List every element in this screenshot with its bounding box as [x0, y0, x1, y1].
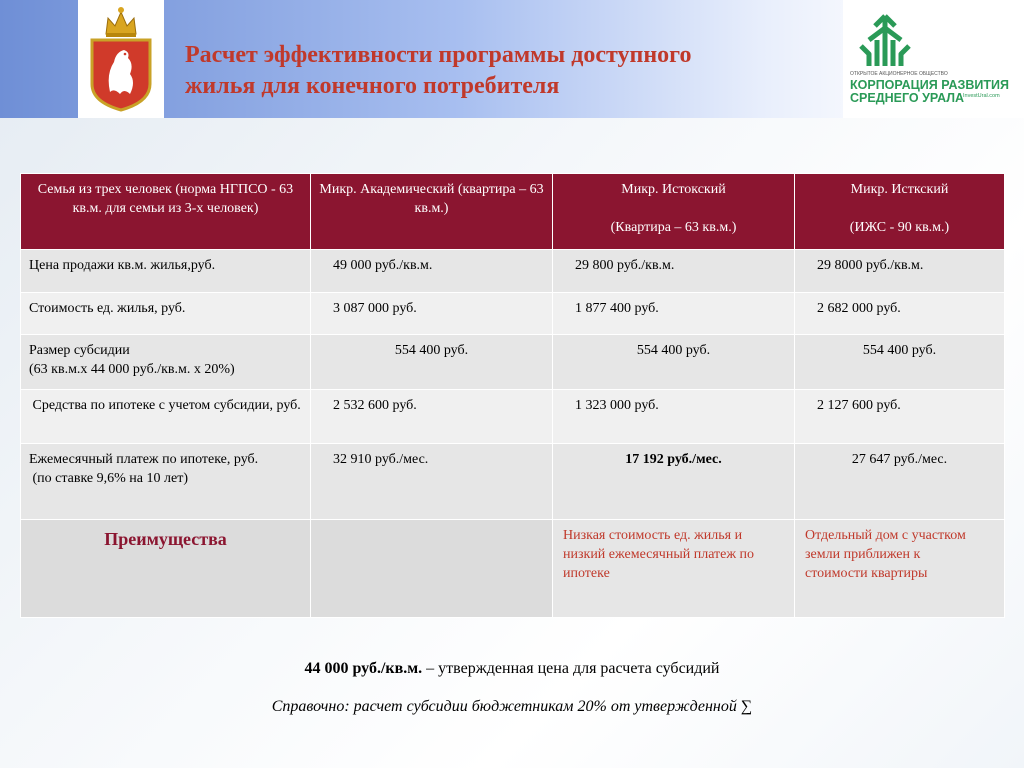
table-row	[21, 390, 1005, 444]
coat-of-arms	[78, 0, 164, 118]
table-row	[21, 250, 1005, 293]
cell-value: 554 400 руб.	[795, 335, 1005, 390]
cell-value: 2 532 600 руб.	[311, 390, 553, 444]
cell-value: 49 000 руб./кв.м.	[311, 250, 553, 293]
comparison-table	[20, 173, 1005, 618]
logo-line-2: СРЕДНЕГО УРАЛА	[850, 91, 965, 105]
title-line-2: жилья для конечного потребителя	[185, 73, 560, 99]
header-izhs-sub: (ИЖС - 90 кв.м.)	[849, 220, 950, 235]
row-label-line1: Ежемесячный платеж по ипотеке, руб.	[29, 452, 259, 467]
advantages-empty	[311, 520, 553, 618]
table-row	[21, 293, 1005, 335]
reference-note: Справочно: расчет субсидии бюджетникам 20% от утвержденной ∑	[271, 698, 753, 715]
cell-value: 2 127 600 руб.	[795, 390, 1005, 444]
advantages-label: Преимущества	[21, 520, 311, 618]
approved-price: 44 000 руб./кв.м.	[304, 660, 423, 677]
cell-value-highlight: 17 192 руб./мес.	[553, 444, 795, 520]
cell-value: 1 877 400 руб.	[553, 293, 795, 335]
table-row	[21, 335, 1005, 390]
header-istoksky-title: Микр. Истокский	[621, 182, 726, 197]
title-line-1: Расчет эффективности программы доступного	[185, 42, 692, 68]
logo-name	[850, 79, 1009, 105]
advantages-istoksky: Низкая стоимость ед. жилья и низкий ежемесячный платеж по ипотеке	[553, 520, 795, 618]
cell-value: 32 910 руб./мес.	[311, 444, 553, 520]
table-header-row	[21, 174, 1005, 250]
cell-value: 29 800 руб./кв.м.	[553, 250, 795, 293]
cell-value: 554 400 руб.	[311, 335, 553, 390]
corporation-logo-icon	[849, 10, 921, 70]
cell-value: 2 682 000 руб.	[795, 293, 1005, 335]
cell-value: 554 400 руб.	[553, 335, 795, 390]
logo-line-1: КОРПОРАЦИЯ РАЗВИТИЯ	[850, 78, 1009, 92]
header-akademichesky: Микр. Академический (квартира – 63 кв.м.)	[311, 174, 553, 250]
header-istoksky-sub: (Квартира – 63 кв.м.)	[610, 220, 737, 235]
table-row	[21, 444, 1005, 520]
header-istoksky	[553, 174, 795, 250]
approved-price-note	[0, 660, 1024, 678]
header-family: Семья из трех человек (норма НГПСО - 63 кв.м. для семьи из 3-х человек)	[21, 174, 311, 250]
cell-value: 1 323 000 руб.	[553, 390, 795, 444]
row-label-line2: (по ставке 9,6% на 10 лет)	[29, 471, 188, 486]
corporation-logo	[843, 0, 1024, 118]
approved-price-text: – утвержденная цена для расчета субсидий	[422, 660, 720, 677]
cell-value: 27 647 руб./мес.	[795, 444, 1005, 520]
advantages-izhs: Отдельный дом с участком земли приближен к стоимости квартиры	[795, 520, 1005, 618]
logo-small-text: ОТКРЫТОЕ АКЦИОНЕРНОЕ ОБЩЕСТВО	[850, 71, 948, 77]
row-label-line2: (63 кв.м.х 44 000 руб./кв.м. х 20%)	[29, 362, 235, 377]
row-label	[21, 444, 311, 520]
coat-of-arms-icon	[86, 4, 156, 112]
row-label: Стоимость ед. жилья, руб.	[21, 293, 311, 335]
cell-value: 29 8000 руб./кв.м.	[795, 250, 1005, 293]
page-title	[185, 40, 825, 102]
header-izhs	[795, 174, 1005, 250]
header-band	[0, 0, 1024, 118]
row-label	[21, 335, 311, 390]
row-label: Цена продажи кв.м. жилья,руб.	[21, 250, 311, 293]
advantages-row	[21, 520, 1005, 618]
header-izhs-title: Микр. Исткский	[850, 182, 949, 197]
row-label: Средства по ипотеке с учетом субсидии, руб.	[21, 390, 311, 444]
cell-value: 3 087 000 руб.	[311, 293, 553, 335]
row-label-line1: Размер субсидии	[29, 343, 130, 358]
logo-site: InvestUral.com	[963, 93, 1000, 99]
